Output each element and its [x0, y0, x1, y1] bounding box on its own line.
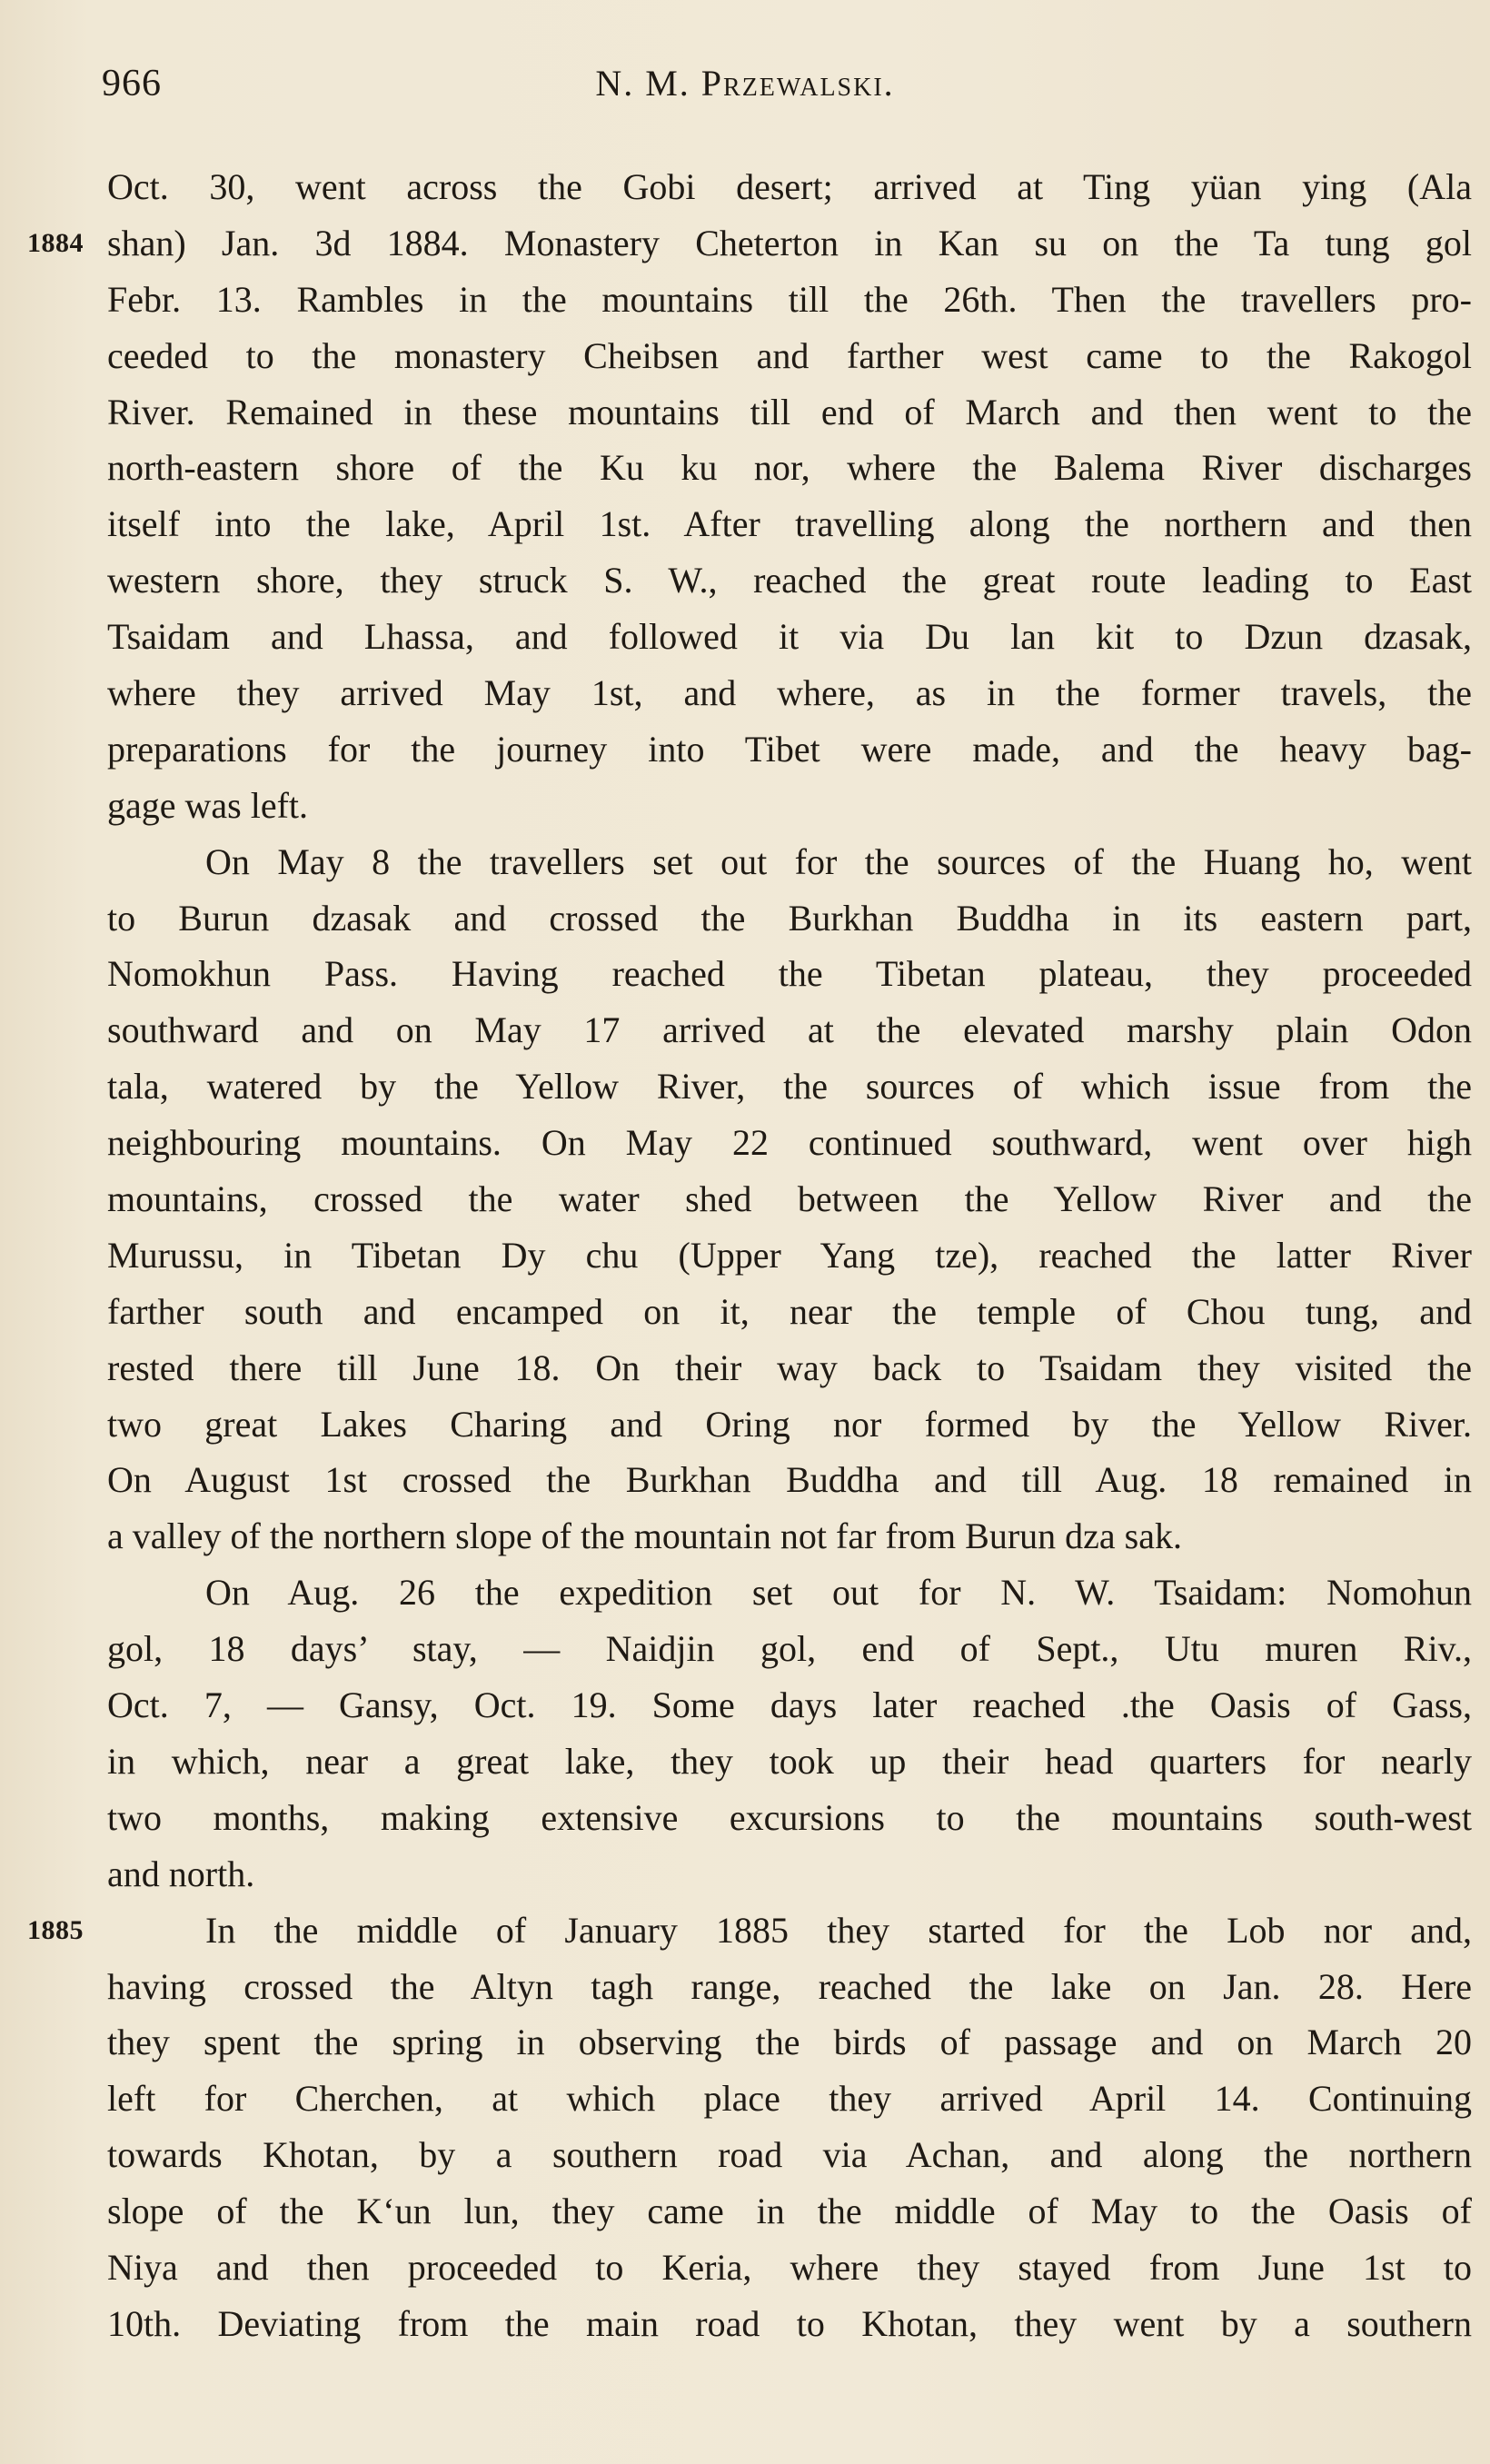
- text-line: [0, 1677, 1490, 1734]
- margin-year-note: 1885: [27, 1914, 84, 1945]
- text-line: [0, 2127, 1490, 2183]
- text-line: [0, 946, 1490, 1002]
- text-line: [0, 1846, 1490, 1903]
- text-line-content: neighbouring mountains. On May 22 continued southward, went over high: [107, 1122, 1472, 1164]
- text-line: [0, 496, 1490, 552]
- text-line-content: north-eastern shore of the Ku ku nor, where the Balema River discharges: [107, 447, 1472, 489]
- text-line-content: Oct. 30, went across the Gobi desert; arrived at Ting yüan ying (Ala: [107, 166, 1472, 207]
- text-line: [0, 272, 1490, 328]
- text-line: [0, 1452, 1490, 1508]
- text-line-content: a valley of the northern slope of the mountain not far from Burun dza sak.: [107, 1515, 1182, 1557]
- text-line-content: two months, making extensive excursions to the mountains south-west: [107, 1796, 1472, 1838]
- text-line: [0, 1340, 1490, 1396]
- text-line-content: Tsaidam and Lhassa, and followed it via Du lan kit to Dzun dzasak,: [107, 616, 1472, 658]
- running-head: N. M. Przewalski.: [595, 63, 895, 104]
- text-line-content: towards Khotan, by a southern road via Achan, and along the northern: [107, 2134, 1472, 2176]
- text-line: [0, 440, 1490, 496]
- text-line: [0, 1959, 1490, 2015]
- text-line: [0, 1227, 1490, 1284]
- text-line-content: in which, near a great lake, they took up their head quarters for nearly: [107, 1740, 1472, 1782]
- text-line-content: On May 8 the travellers set out for the sources of the Huang ho, went: [205, 840, 1472, 882]
- text-line: [0, 159, 1490, 215]
- text-line: [0, 2014, 1490, 2071]
- text-line: [0, 1058, 1490, 1115]
- text-line-content: In the middle of January 1885 they started for the Lob nor and,: [205, 1909, 1472, 1951]
- text-line-content: southward and on May 17 arrived at the elevated marshy plain Odon: [107, 1009, 1472, 1051]
- text-line: [0, 1565, 1490, 1621]
- text-line-content: tala, watered by the Yellow River, the sources of which issue from the: [107, 1066, 1472, 1108]
- text-line: [0, 609, 1490, 665]
- text-line-content: and north.: [107, 1853, 255, 1894]
- text-line-content: ceeded to the monastery Cheibsen and farther west came to the Rakogol: [107, 334, 1472, 376]
- text-line-content: mountains, crossed the water shed between the Yellow River and the: [107, 1178, 1472, 1220]
- text-line: [0, 1734, 1490, 1790]
- text-line-content: 10th. Deviating from the main road to Khotan, they went by a southern: [107, 2302, 1472, 2344]
- text-line: [0, 2240, 1490, 2296]
- text-line-content: Murussu, in Tibetan Dy chu (Upper Yang tze), reached the latter River: [107, 1234, 1472, 1276]
- text-line: [0, 2071, 1490, 2127]
- text-line: [0, 2183, 1490, 2240]
- text-line: [0, 552, 1490, 609]
- text-line-content: to Burun dzasak and crossed the Burkhan Buddha in its eastern part,: [107, 897, 1472, 939]
- text-line: [0, 1508, 1490, 1565]
- text-line-content: having crossed the Altyn tagh range, reached the lake on Jan. 28. Here: [107, 1965, 1472, 2007]
- text-line: [0, 1002, 1490, 1058]
- page-number: 966: [102, 63, 162, 104]
- margin-year-note: 1884: [27, 227, 84, 258]
- text-line-content: where they arrived May 1st, and where, as in the former travels, the: [107, 672, 1472, 714]
- text-line-content: On Aug. 26 the expedition set out for N. W. Tsaidam: Nomohun: [205, 1572, 1472, 1614]
- text-line: [0, 890, 1490, 947]
- text-line: [0, 215, 1490, 272]
- text-line: [0, 2296, 1490, 2352]
- text-line-content: left for Cherchen, at which place they arrived April 14. Continuing: [107, 2078, 1472, 2120]
- text-line: [0, 834, 1490, 890]
- text-line-content: gol, 18 days’ stay, — Naidjin gol, end of Sept., Utu muren Riv.,: [107, 1628, 1472, 1670]
- text-line-content: itself into the lake, April 1st. After travelling along the northern and then: [107, 503, 1472, 545]
- text-line: [0, 1284, 1490, 1340]
- text-line-content: Oct. 7, — Gansy, Oct. 19. Some days later reached .the Oasis of Gass,: [107, 1684, 1472, 1726]
- text-line-content: River. Remained in these mountains till end of March and then went to the: [107, 391, 1472, 432]
- text-line-content: two great Lakes Charing and Oring nor formed by the Yellow River.: [107, 1403, 1472, 1445]
- text-line-content: rested there till June 18. On their way back to Tsaidam they visited the: [107, 1346, 1472, 1388]
- text-line-content: shan) Jan. 3d 1884. Monastery Cheterton in Kan su on the Ta tung gol: [107, 222, 1472, 263]
- text-line: [0, 665, 1490, 721]
- text-line-content: slope of the K‘un lun, they came in the middle of May to the Oasis of: [107, 2191, 1472, 2232]
- text-line: [0, 384, 1490, 441]
- page-header: [0, 62, 1490, 116]
- text-line: [0, 778, 1490, 834]
- text-line: [0, 1621, 1490, 1677]
- text-line-content: they spent the spring in observing the birds of passage and on March 20: [107, 2022, 1472, 2063]
- text-line: [0, 328, 1490, 384]
- text-line-content: preparations for the journey into Tibet were made, and the heavy bag-: [107, 728, 1472, 770]
- text-line-content: farther south and encamped on it, near the temple of Chou tung, and: [107, 1290, 1472, 1332]
- text-line: [0, 1396, 1490, 1453]
- text-line-content: gage was left.: [107, 784, 309, 826]
- text-line-content: Niya and then proceeded to Keria, where they stayed from June 1st to: [107, 2246, 1472, 2288]
- text-line: [0, 1115, 1490, 1171]
- text-line-content: Febr. 13. Rambles in the mountains till the 26th. Then the travellers pro-: [107, 278, 1472, 320]
- text-line-content: On August 1st crossed the Burkhan Buddha and till Aug. 18 remained in: [107, 1459, 1472, 1501]
- text-line-content: western shore, they struck S. W., reached the great route leading to East: [107, 560, 1472, 601]
- text-line: [0, 1171, 1490, 1227]
- text-line: [0, 1903, 1490, 1959]
- text-line: [0, 1790, 1490, 1846]
- text-line-content: Nomokhun Pass. Having reached the Tibetan plateau, they proceeded: [107, 953, 1472, 995]
- text-line: [0, 721, 1490, 778]
- body-text: [0, 159, 1490, 2352]
